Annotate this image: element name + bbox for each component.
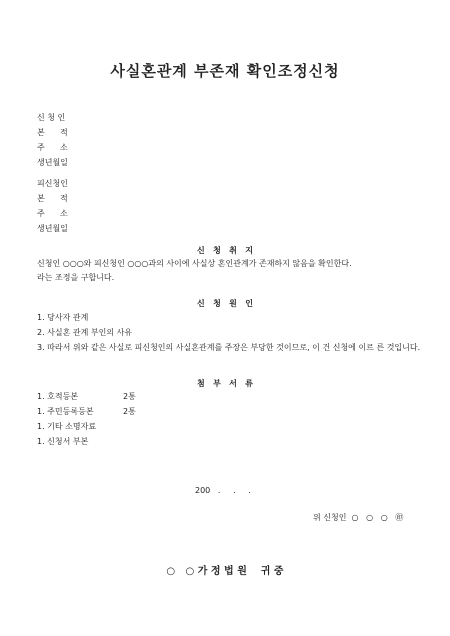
attachment-item [37,404,422,419]
attachment-qty: 2통 [123,407,136,416]
filing-date: 200 . . . [195,486,251,495]
applicant-birthdate-label: 생년월일 [37,158,68,167]
attachments-list [37,389,422,449]
reason-list [37,310,422,355]
reason-item: 3. 따라서 위와 같은 사실로 피신청인의 사실혼관계를 주장은 부당한 것이므로, 이 건 신청에 이르 른 것입니다. [37,343,421,352]
applicant-block [37,110,68,170]
reason-item: 2. 사실혼 관계 부인의 사유 [37,328,133,337]
document-title: 사실혼관계 부존재 확인조정신청 [110,62,340,80]
respondent-block [37,176,68,236]
attachment-item [37,389,422,404]
attachment-name: 1. 호적등본 [37,392,79,401]
court-addressee: ○ ○ 가 정 법 원 귀 중 [166,566,284,577]
attachment-item [37,419,422,434]
reason-item: 1. 당사자 관계 [37,313,89,322]
respondent-label: 피신청인 [37,179,68,188]
applicant-label: 신 청 인 [37,113,66,122]
purpose-line: 라는 조정을 구합니다. [37,273,115,282]
respondent-birthdate-label: 생년월일 [37,224,68,233]
attachments-heading: 첨 부 서 류 [197,379,253,388]
applicant-address-label: 주 소 [37,143,68,152]
respondent-address-label: 주 소 [37,209,68,218]
purpose-line: 신청인 ○○○와 피신청인 ○○○과의 사이에 사실상 혼인관계가 존재하지 않음을 확인한다. [37,259,352,268]
attachment-name: 1. 기타 소명자료 [37,422,97,431]
purpose-text [37,257,417,285]
attachment-name: 1. 주민등록등본 [37,407,94,416]
reason-heading: 신 청 원 인 [197,299,253,308]
applicant-signature: 위 신청인 ○ ○ ○ ㊞ [313,513,404,522]
applicant-domicile-label: 본 적 [37,128,68,137]
purpose-heading: 신 청 취 지 [197,246,253,255]
attachment-name: 1. 신청서 부본 [37,437,89,446]
respondent-domicile-label: 본 적 [37,194,68,203]
attachment-item [37,434,422,449]
attachment-qty: 2통 [123,392,136,401]
